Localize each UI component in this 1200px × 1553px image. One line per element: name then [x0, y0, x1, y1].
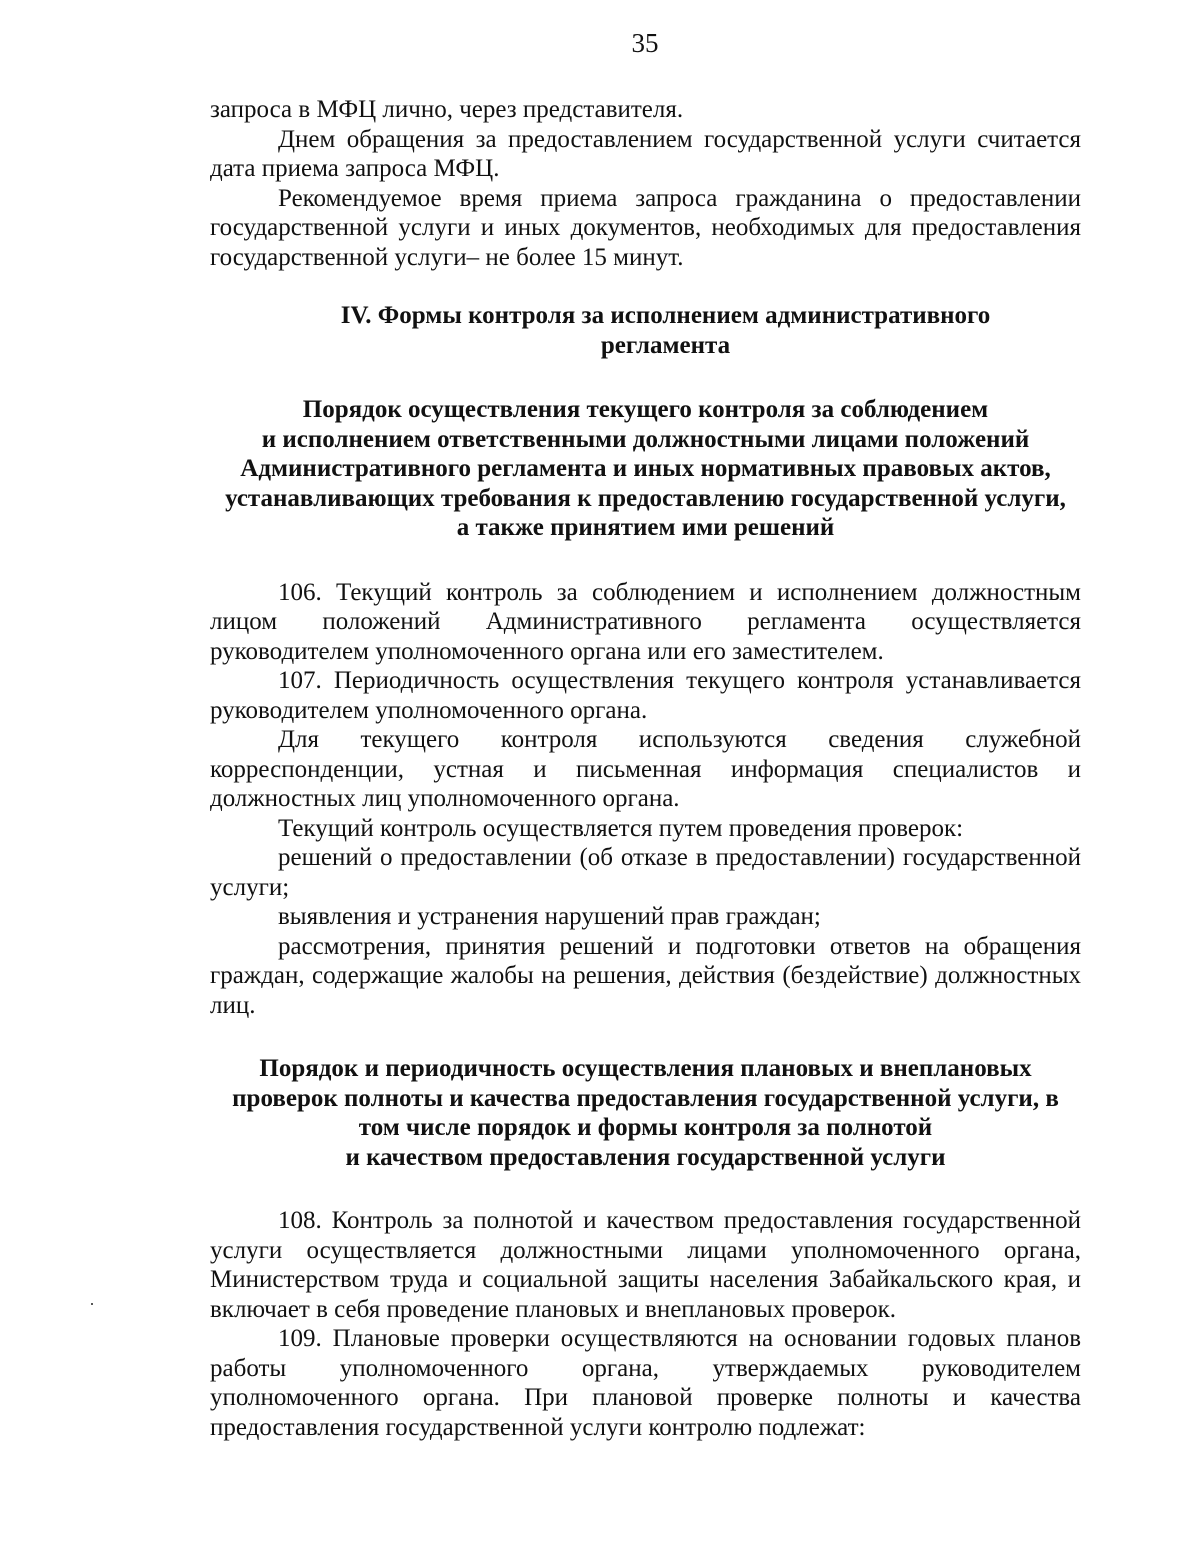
- heading-line: Порядок и периодичность осуществления плановых и внеплановых: [259, 1055, 1032, 1082]
- paragraph-107: 107. Периодичность осуществления текущего контроля устанавливается руководителем уполномоченного органа.: [210, 667, 1081, 724]
- paragraph-filing-date: Днем обращения за предоставлением государственной услуги считается дата приема запроса МФЦ.: [210, 125, 1081, 182]
- paragraph-control-method: Текущий контроль осуществляется путем проведения проверок:: [278, 814, 964, 842]
- paragraph-108: 108. Контроль за полнотой и качеством предоставления государственной услуги осуществляется должностными лицами уполномоченного органа, Министерством труда и социальной защиты населения Забайкальского края, и включает в себя проведение плановых и внеплановых проверок.: [210, 1207, 1081, 1323]
- page-number: 35: [631, 28, 659, 58]
- heading-line: и качеством предоставления государственной услуги: [345, 1143, 946, 1171]
- heading-line: устанавливающих требования к предоставлению государственной услуги,: [225, 484, 1066, 512]
- paragraph-106: 106. Текущий контроль за соблюдением и исполнением должностным лицом положений Административного регламента осуществляется руководителем уполномоченного органа или его заместителем.: [210, 578, 1081, 665]
- paragraph-check-appeals: рассмотрения, принятия решений и подготовки ответов на обращения граждан, содержащие жалобы на решения, действия (бездействие) должностных лиц.: [210, 932, 1081, 1019]
- scan-speck: [91, 1303, 93, 1305]
- subsection-heading-current-control: [210, 395, 1081, 543]
- section-title: [210, 301, 1081, 360]
- paragraph-check-violations: выявления и устранения нарушений прав граждан;: [278, 903, 821, 930]
- heading-line: том числе порядок и формы контроля за полнотой: [358, 1114, 933, 1141]
- heading-line: проверок полноты и качества предоставления государственной услуги, в: [232, 1084, 1059, 1112]
- heading-line: Порядок осуществления текущего контроля за соблюдением: [302, 396, 989, 423]
- heading-line: Административного регламента и иных нормативных правовых актов,: [240, 455, 1051, 482]
- paragraph-control-sources: Для текущего контроля используются сведения служебной корреспонденции, устная и письменная информация специалистов и должностных лиц уполномоченного органа.: [210, 726, 1081, 812]
- section-title-line: регламента: [600, 331, 731, 359]
- section-title-line: IV. Формы контроля за исполнением административного: [340, 302, 991, 329]
- paragraph-check-decisions: решений о предоставлении (об отказе в предоставлении) государственной услуги;: [210, 844, 1081, 901]
- subsection-heading-planned-checks: [210, 1054, 1081, 1172]
- heading-line: и исполнением ответственными должностными лицами положений: [261, 425, 1030, 453]
- paragraph-recommended-time: Рекомендуемое время приема запроса гражданина о предоставлении государственной услуги и иных документов, необходимых для предоставления государственной услуги– не более 15 минут.: [210, 184, 1081, 271]
- page-content: [210, 95, 1081, 1442]
- paragraph-continuation: запроса в МФЦ лично, через представителя.: [210, 96, 684, 123]
- paragraph-109: 109. Плановые проверки осуществляются на основании годовых планов работы уполномоченного органа, утверждаемых руководителем уполномоченного органа. При плановой проверке полноты и качества предоставления государственной услуги контролю подлежат:: [210, 1325, 1081, 1441]
- heading-line: а также принятием ими решений: [456, 514, 835, 541]
